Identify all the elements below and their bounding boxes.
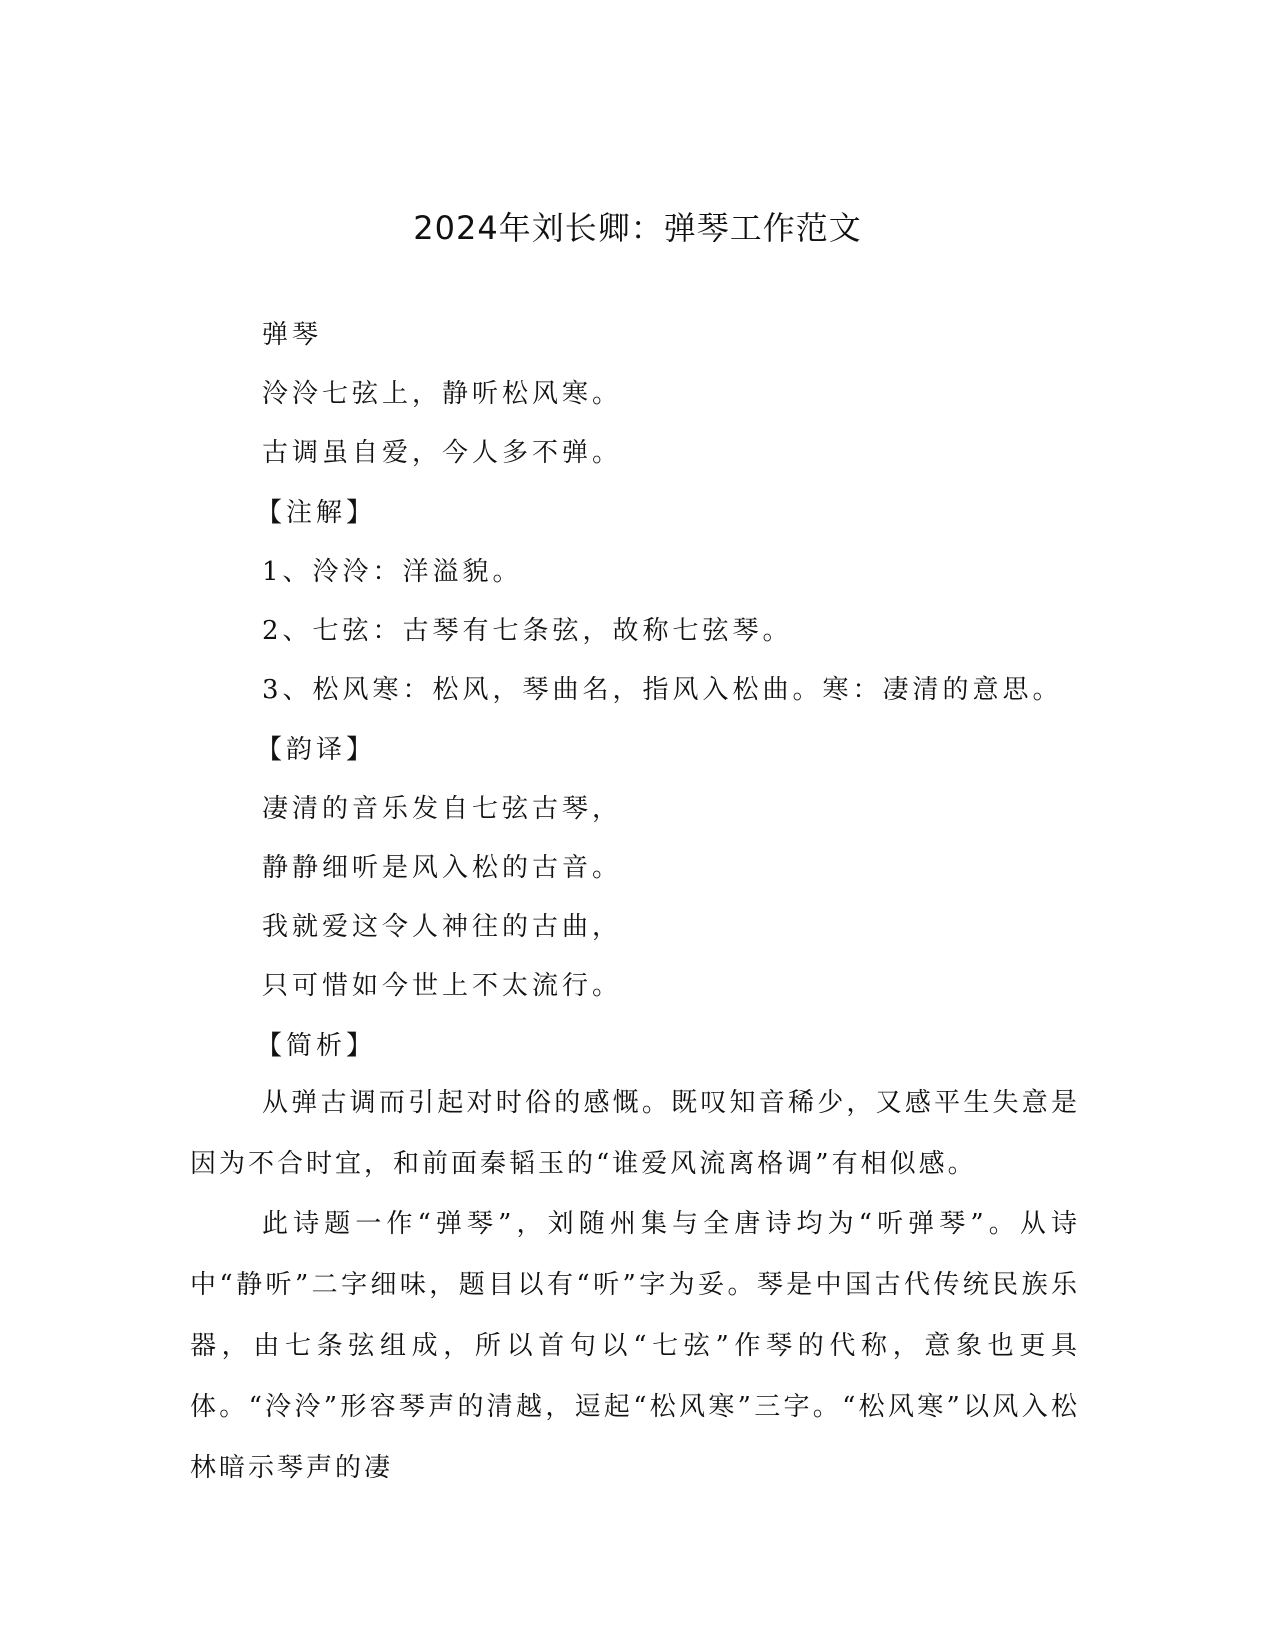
translation-line-1: 凄清的音乐发自七弦古琴， bbox=[262, 794, 623, 824]
note-item-3: 3、松风寒：松风，琴曲名，指风入松曲。寒：凄清的意思。 bbox=[262, 675, 1063, 705]
analysis-paragraph-1: 从弹古调而引起对时俗的感慨。既叹知音稀少，又感平生失意是因为不合时宜，和前面秦韬玉的“谁爱风流离格调”有相似感。 bbox=[190, 1088, 1080, 1179]
poem-line-1: 泠泠七弦上，静听松风寒。 bbox=[262, 379, 623, 409]
poem-line-2: 古调虽自爱，今人多不弹。 bbox=[262, 438, 623, 468]
analysis-paragraph-2: 此诗题一作“弹琴”，刘随州集与全唐诗均为“听弹琴”。从诗中“静听”二字细味，题目以有“听”字为妥。琴是中国古代传统民族乐器，由七条弦组成，所以首句以“七弦”作琴的代称，意象也更具体。“泠泠”形容琴声的清越，逗起“松风寒”三字。“松风寒”以风入松林暗示琴声的凄 bbox=[190, 1209, 1080, 1483]
translation-heading: 【韵译】 bbox=[256, 735, 377, 765]
note-item-2: 2、七弦：古琴有七条弦，故称七弦琴。 bbox=[262, 616, 793, 646]
analysis-heading: 【简析】 bbox=[256, 1031, 377, 1061]
translation-line-4: 只可惜如今世上不太流行。 bbox=[262, 971, 623, 1001]
notes-heading: 【注解】 bbox=[256, 498, 377, 528]
translation-line-2: 静静细听是风入松的古音。 bbox=[262, 853, 623, 883]
document-title: 2024年刘长卿：弹琴工作范文 bbox=[413, 209, 862, 247]
poem-title: 弹琴 bbox=[262, 320, 323, 350]
translation-line-3: 我就爱这令人神往的古曲， bbox=[262, 912, 623, 942]
note-item-1: 1、泠泠：洋溢貌。 bbox=[262, 557, 523, 587]
